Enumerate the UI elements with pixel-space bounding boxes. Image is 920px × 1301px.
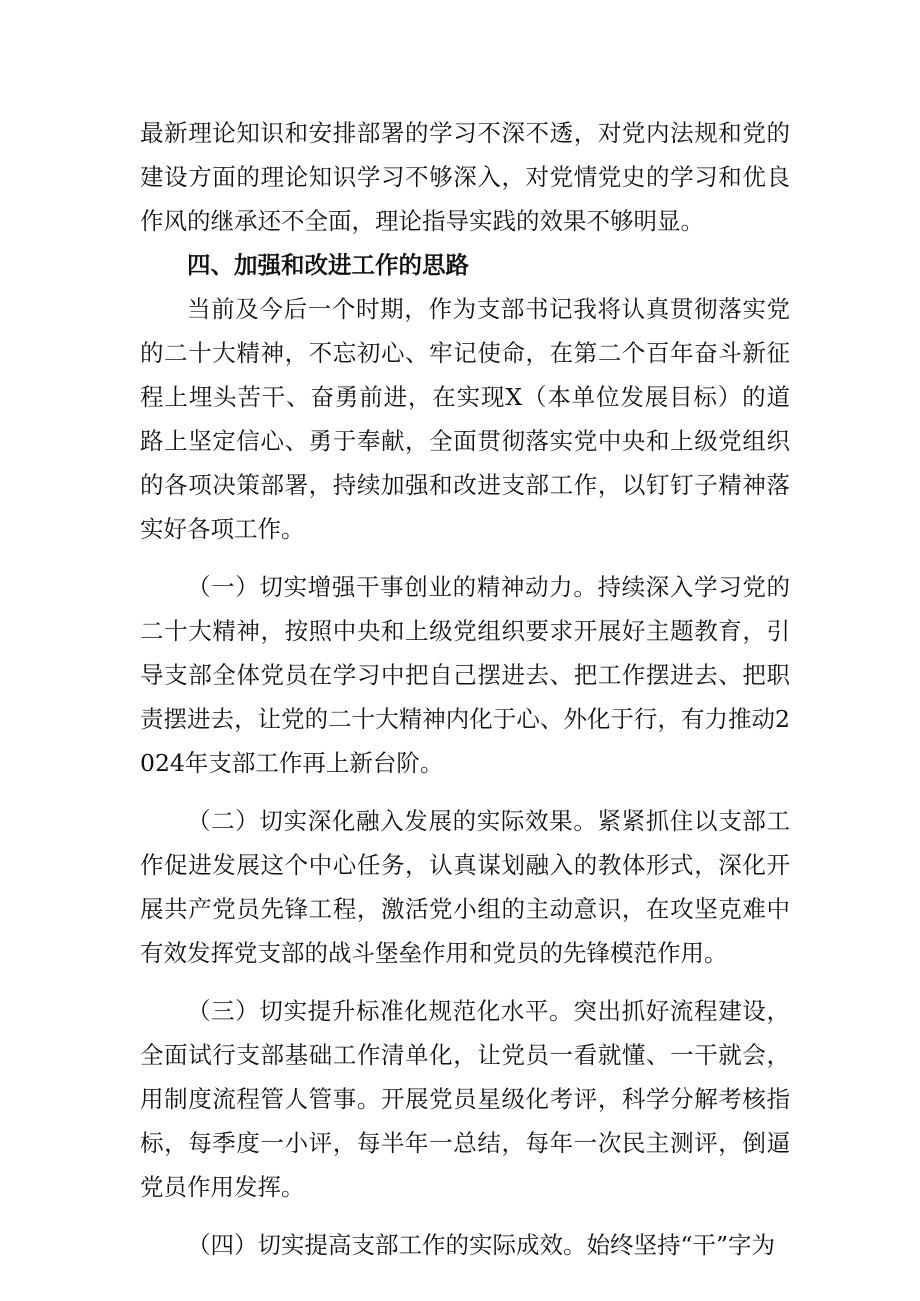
body-paragraph: （四）切实提高支部工作的实际成效。始终坚持“干”字为 <box>187 1231 776 1259</box>
document-body <box>140 111 790 1267</box>
body-paragraph: （二）切实深化融入发展的实际效果。紧紧抓住以支部工作促进发展这个中心任务，认真谋划融入的教体形式，深化开展共产党员先锋工程，激活党小组的主动意识，在攻坚克难中有效发挥党支部的战斗堡垒作用和党员的先锋模范作用。 <box>140 807 790 967</box>
body-paragraph: （一）切实增强干事创业的精神动力。持续深入学习党的二十大精神，按照中央和上级党组织要求开展好主题教育，引导支部全体党员在学习中把自己摆进去、把工作摆进去、把职责摆进去，让党的二十大精神内化于心、外化于行，有力推动2024年支部工作再上新台阶。 <box>140 573 790 777</box>
body-paragraph: 当前及今后一个时期，作为支部书记我将认真贯彻落实党的二十大精神，不忘初心、牢记使命，在第二个百年奋斗新征程上埋头苦干、奋勇前进，在实现X（本单位发展目标）的道路上坚定信心、勇于奉献，全面贯彻落实党中央和上级党组织的各项决策部署，持续加强和改进支部工作，以钉钉子精神落实好各项工作。 <box>140 295 790 543</box>
intro-paragraph: 最新理论知识和安排部署的学习不深不透，对党内法规和党的建设方面的理论知识学习不够深入，对党情党史的学习和优良作风的继承还不全面，理论指导实践的效果不够明显。 <box>140 119 790 235</box>
section-heading: 四、加强和改进工作的思路 <box>187 251 469 279</box>
body-paragraph: （三）切实提升标准化规范化水平。突出抓好流程建设，全面试行支部基础工作清单化，让党员一看就懂、一干就会，用制度流程管人管事。开展党员星级化考评，科学分解考核指标，每季度一小评，每半年一总结，每年一次民主测评，倒逼党员作用发挥。 <box>140 997 790 1201</box>
